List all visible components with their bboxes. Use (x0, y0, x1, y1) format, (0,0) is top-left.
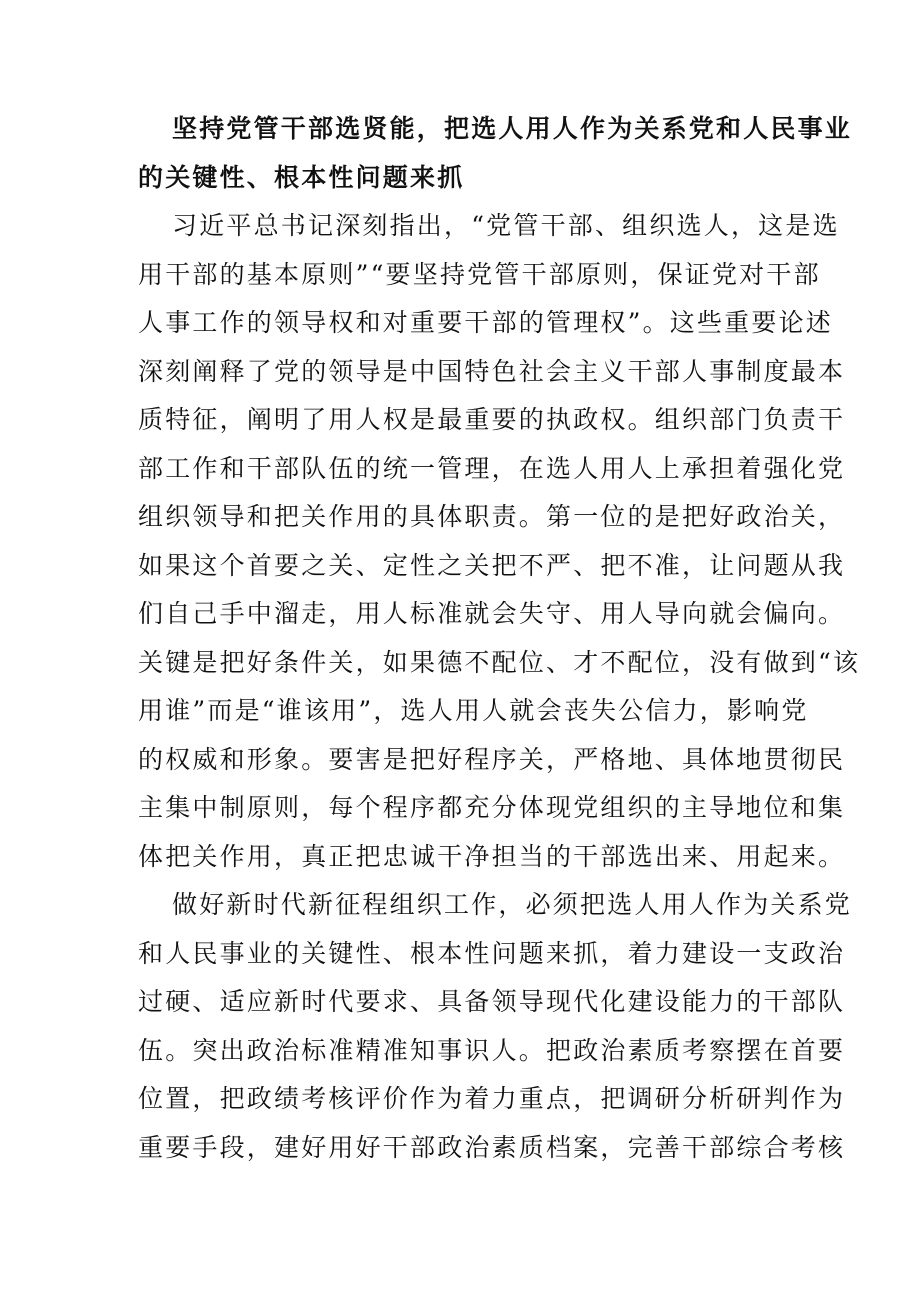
paragraph-line: 伍。突出政治标准精准知事识人。把政治素质考察摆在首要 (138, 1036, 846, 1065)
paragraph-line: 质特征，阐明了用人权是最重要的执政权。组织部门负责干 (138, 405, 846, 434)
paragraph-line: 习近平总书记深刻指出，“党管干部、组织选人，这是选 (172, 211, 840, 240)
paragraph-line: 如果这个首要之关、定性之关把不严、把不准，让问题从我 (138, 551, 846, 580)
paragraph-line: 组织领导和把关作用的具体职责。第一位的是把好政治关， (138, 502, 846, 531)
paragraph-line: 深刻阐释了党的领导是中国特色社会主义干部人事制度最本 (138, 357, 846, 386)
heading-line: 坚持党管干部选贤能，把选人用人作为关系党和人民事业 (172, 114, 853, 143)
paragraph-line: 的权威和形象。要害是把好程序关，严格地、具体地贯彻民 (138, 745, 846, 774)
paragraph-line: 做好新时代新征程组织工作，必须把选人用人作为关系党 (172, 890, 853, 919)
paragraph-line: 和人民事业的关键性、根本性问题来抓，着力建设一支政治 (138, 939, 846, 968)
paragraph-line: 人事工作的领导权和对重要干部的管理权”。这些重要论述 (138, 308, 833, 337)
paragraph-line: 体把关作用，真正把忠诚干净担当的干部选出来、用起来。 (138, 842, 846, 871)
paragraph-line: 重要手段，建好用好干部政治素质档案，完善干部综合考核 (138, 1133, 846, 1162)
paragraph-line: 用干部的基本原则”“要坚持党管干部原则，保证党对干部 (138, 260, 821, 289)
paragraph-line: 主集中制原则，每个程序都充分体现党组织的主导地位和集 (138, 793, 846, 822)
paragraph-line: 位置，把政绩考核评价作为着力重点，把调研分析研判作为 (138, 1084, 846, 1113)
paragraph-line: 关键是把好条件关，如果德不配位、才不配位，没有做到“该 (138, 648, 861, 677)
heading-line: 的关键性、根本性问题来抓 (138, 163, 465, 192)
paragraph-line: 过硬、适应新时代要求、具备领导现代化建设能力的干部队 (138, 987, 846, 1016)
paragraph-line: 部工作和干部队伍的统一管理，在选人用人上承担着强化党 (138, 454, 846, 483)
paragraph-line: 用谁”而是“谁该用”，选人用人就会丧失公信力，影响党 (138, 696, 809, 725)
paragraph-line: 们自己手中溜走，用人标准就会失守、用人导向就会偏向。 (138, 599, 846, 628)
